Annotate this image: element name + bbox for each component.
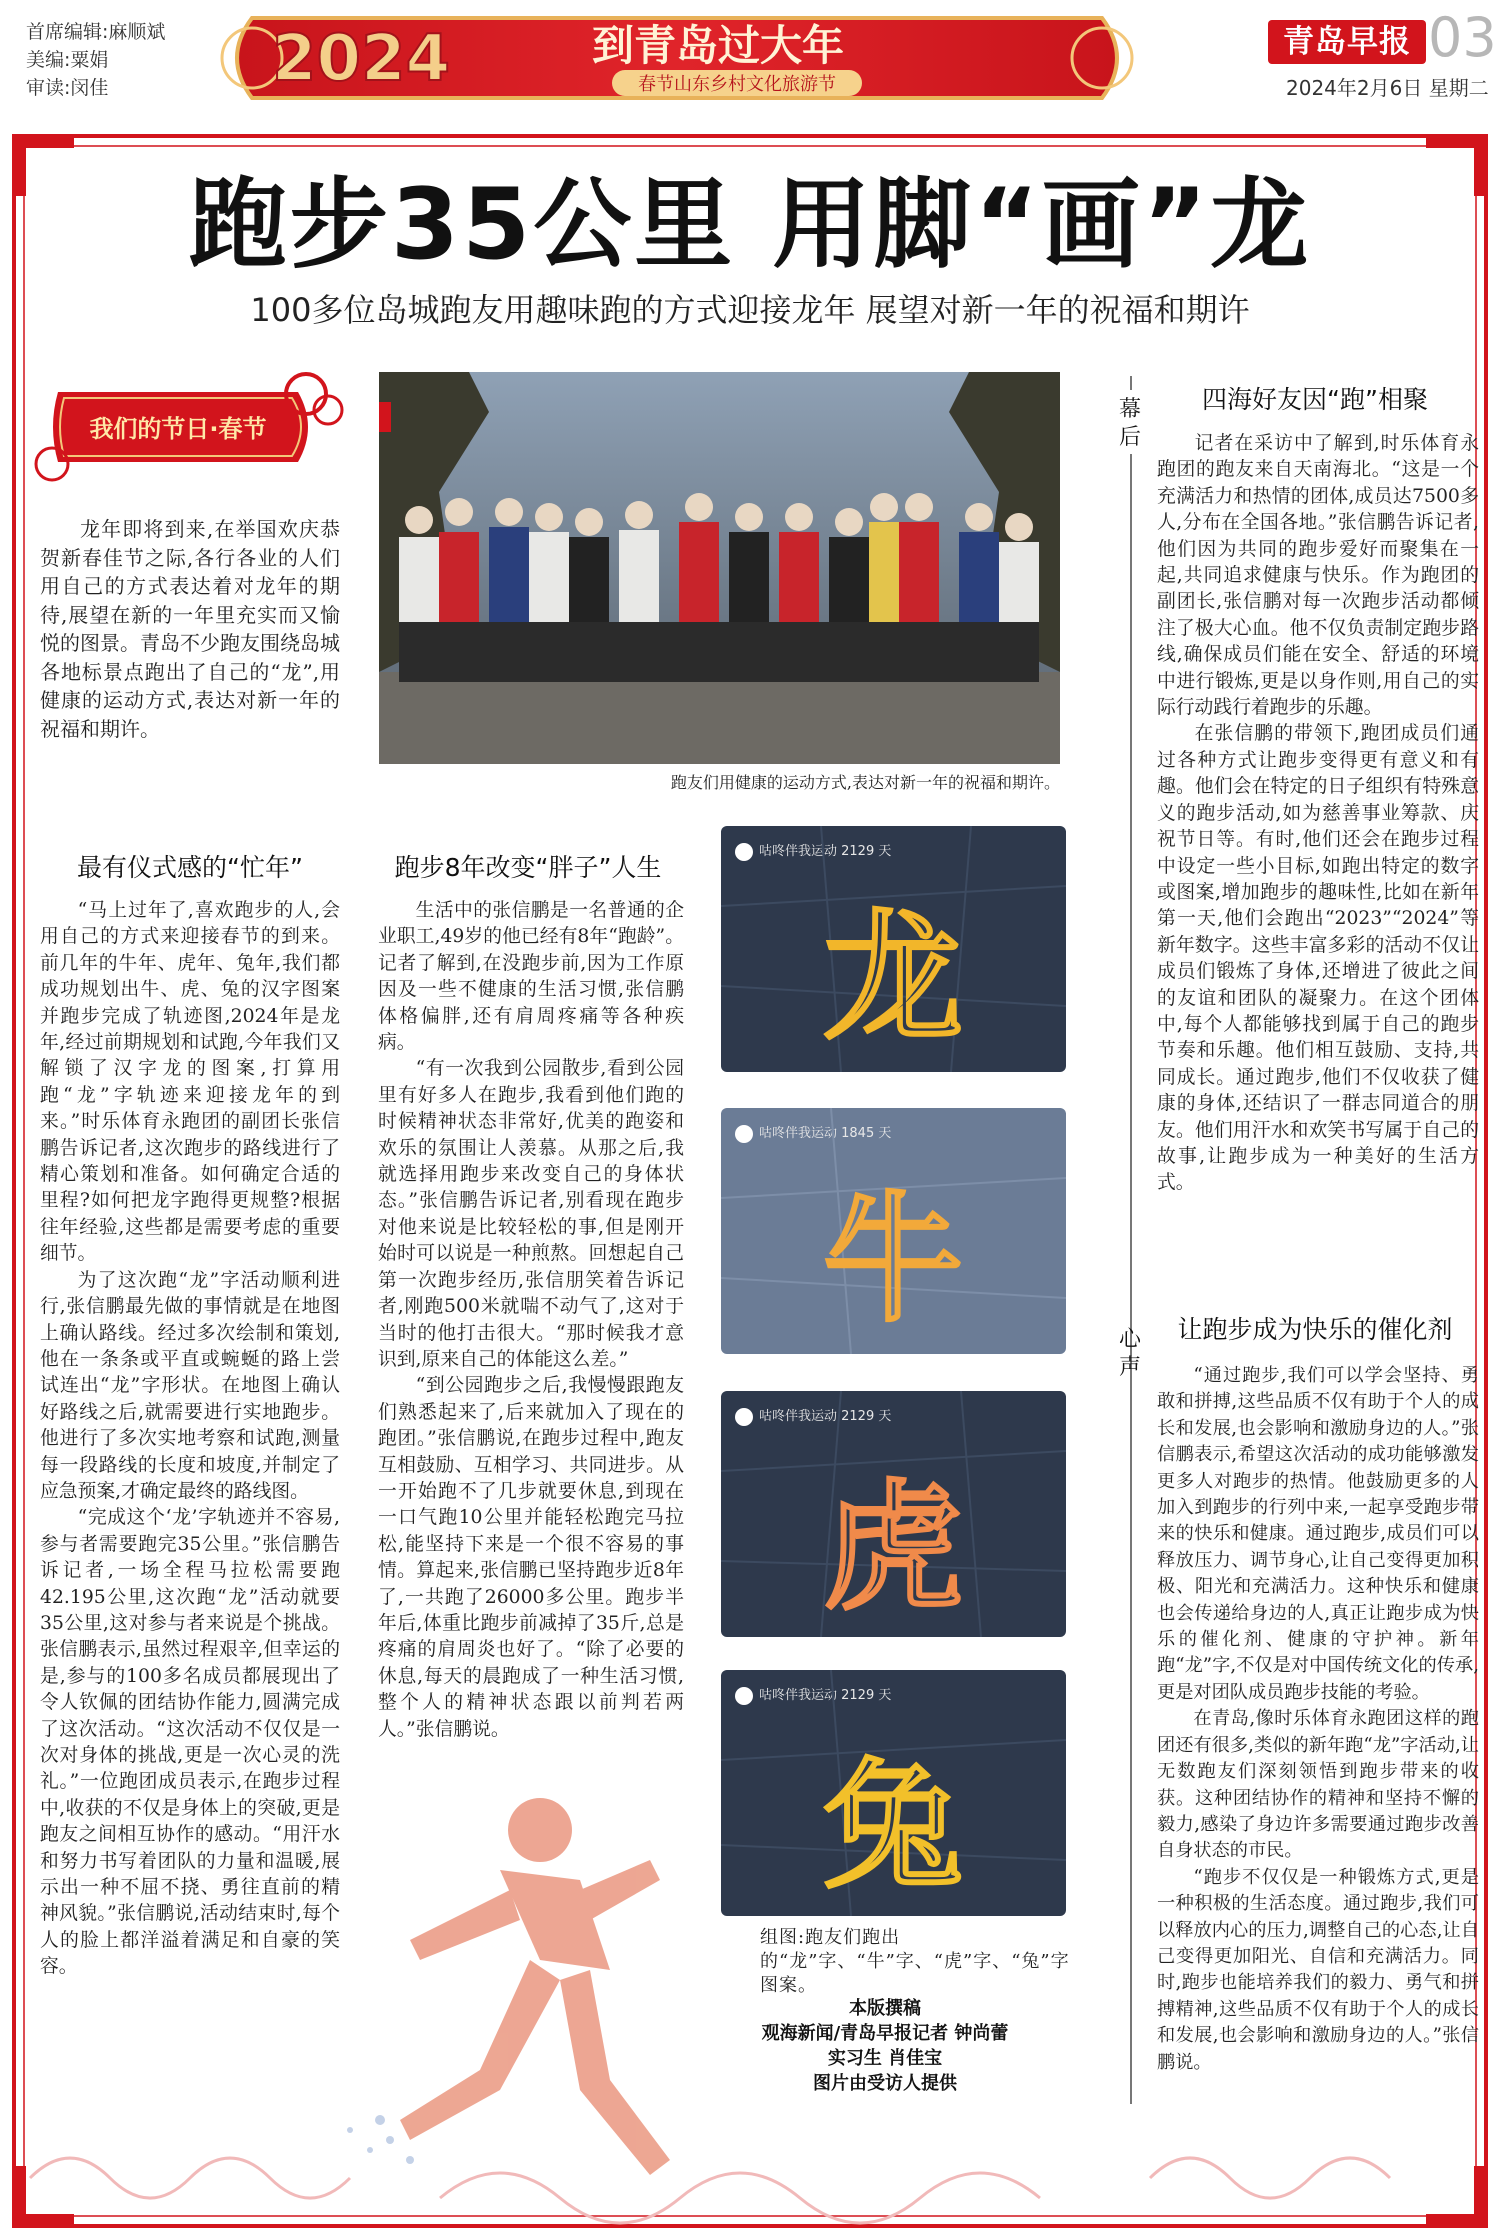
col2-body: 生活中的张信鹏是一名普通的企业职工,49岁的他已经有8年“跑龄”。记者了解到,在没跑步前,因为工作原因及一些不健康的生活习惯,张信鹏体格偏胖,还有肩周疼痛等各种疾病。 “有一次我到公园散步,看到公园里有好多人在跑步,我看到他们跑的时候精神状态非常好,优美的跑姿和欢乐的氛围让人羡慕。从那之后,我就选择用跑步来改变自己的身体状态。”张信鹏告诉记者,别看现在跑步对他来说是比较轻松的事,但是刚开始时可以说是一种煎熬。回想起自己第一次跑步经历,张信朋笑着告诉记者,刚跑500米就喘不动气了,这对于当时的他打击很大。“那时候我才意识到,原来自己的体能这么差。” “到公园跑步之后,我慢慢跟跑友们熟悉起来了,后来就加入了现在的跑团。”张信鹏说,在跑步过程中,跑友互相鼓励、互相学习、共同进步。从一开始跑不了几步就要休息,到现在一口气跑10公里并能轻松跑完马拉松,能坚持下来是一个很不容易的事情。算起来,张信鹏已坚持跑步近8年了,一共跑了26000多公里。跑步半年后,体重比跑步前减掉了35斤,总是疼痛的肩周炎也好了。“除了必要的休息,每天的晨跑成了一种生活习惯,整个人的精神状态跟以前判若两人。”张信鹏说。 xyxy=(378,900,684,1740)
lead-paragraph: 龙年即将到来,在举国欢庆恭贺新春佳节之际,各行各业的人们用自己的方式表达着对龙年的期待,展望在新的一年里充实而又愉悦的图景。青岛不少跑友围绕岛城各地标景点跑出了自己的“龙”,用健康的运动方式,表达对新一年的祝福和期许。 xyxy=(40,517,340,741)
run-map-card-rabbit: 咕咚伴我运动 2129 天 兔 xyxy=(721,1670,1066,1916)
photo-caption: 跑友们用健康的运动方式,表达对新一年的祝福和期许。 xyxy=(670,773,1060,792)
col4-body-2: “通过跑步,我们可以学会坚持、勇敢和拼搏,这些品质不仅有助于个人的成长和发展,也会影响和激励身边的人。”张信鹏表示,希望这次活动的成功能够激发更多人对跑步的热情。他鼓励更多的人加入到跑步的行列中来,一起享受跑步带来的快乐和健康。通过跑步,成员们可以释放压力、调节身心,让自己变得更加积极、阳光和充满活力。这种快乐和健康也会传递给身边的人,真正让跑步成为快乐的催化剂、健康的守护神。新年跑“龙”字,不仅是对中国传统文化的传承,更是对团队成员跑步技能的考验。 在青岛,像时乐体育永跑团这样的跑团还有很多,类似的新年跑“龙”字活动,让无数跑友们深刻领悟到跑步带来的收获。这种团结协作的精神和坚持不懈的毅力,感染了身边许多需要通过跑步改善自身状态的市民。 “跑步不仅仅是一种锻炼方式,更是一种积极的生活态度。通过跑步,我们可以释放内心的压力,调整自己的心态,让自己变得更加阳光、自信和充满活力。同时,跑步也能培养我们的毅力、勇气和拼搏精神,这些品质不仅有助于个人的成长和发展,也会影响和激励身边的人。”张信鹏说。 xyxy=(1157,1365,1479,2073)
runners-group-photo xyxy=(379,372,1060,764)
side-rule xyxy=(1130,1384,1132,2104)
traffic-light xyxy=(379,402,391,432)
festival-badge xyxy=(28,372,348,482)
group-photo-caption: 组图:跑友们跑出的“龙”字、“牛”字、“虎”字、“兔”字图案。 xyxy=(760,1927,1070,1996)
col4-body-1: 记者在采访中了解到,时乐体育永跑团的跑友来自天南海北。“这是一个充满活力和热情的团体,成员达7500多人,分布在全国各地。”张信鹏告诉记者,他们因为共同的跑步爱好而聚集在一起,共同追求健康与快乐。作为跑团的副团长,张信鹏对每一次跑步活动都倾注了极大心血。他不仅负责制定跑步路线,确保成员们能在安全、舒适的环境中进行锻炼,更是以身作则,用自己的实际行动践行着跑步的乐趣。 在张信鹏的带领下,跑团成员们通过各种方式让跑步变得更有意义和有趣。他们会在特定的日子组织有特殊意义的跑步活动,如为慈善事业筹款、庆祝节日等。有时,他们还会在跑步过程中设定一些小目标,如跑出特定的数字或图案,增加跑步的趣味性,比如在新年第一天,他们会跑出“2023”“2024”等新年数字。这些丰富多彩的活动不仅让成员们锻炼了身体,还增进了彼此之间的友谊和团队的凝聚力。在这个团体中,每个人都能够找到属于自己的跑步节奏和乐趣。他们相互鼓励、支持,共同成长。通过跑步,他们不仅收获了健康的身体,还结识了一群志同道合的朋友。他们用汗水和欢笑书写属于自己的故事,让跑步成为一种美好的生活方式。 xyxy=(1157,433,1479,1194)
banner-subtitle: 春节山东乡村文化旅游节 xyxy=(638,74,836,95)
credit-proofreader: 审读:闵佳 xyxy=(26,77,109,99)
credit-chief-editor: 首席编辑:麻顺斌 xyxy=(26,21,166,43)
side-label-voices: 心声 xyxy=(1118,1327,1141,1380)
col2-title: 跑步8年改变“胖子”人生 xyxy=(394,853,662,882)
side-label-behind-scenes: 幕后 xyxy=(1118,397,1141,450)
issue-date: 2024年2月6日 星期二 xyxy=(1286,76,1489,100)
festival-banner xyxy=(212,8,1142,108)
headline: 跑步35公里 用脚“画”龙 xyxy=(188,168,1312,282)
editor-credits xyxy=(26,18,165,102)
subheadline: 100多位岛城跑友用趣味跑的方式迎接龙年 展望对新一年的祝福和期许 xyxy=(250,291,1250,329)
route-char: 牛 xyxy=(822,1179,964,1342)
banner-title: 到青岛过大年 xyxy=(592,21,845,70)
run-map-card-dragon: 咕咚伴我运动 2129 天 龙 xyxy=(721,826,1066,1072)
newspaper-logo: 青岛早报 xyxy=(1268,20,1426,64)
run-map-card-tiger: 咕咚伴我运动 2129 天 虎 xyxy=(721,1391,1066,1637)
route-char: 兔 xyxy=(822,1746,964,1909)
badge-label: 我们的节日·春节 xyxy=(89,415,267,443)
side-rule xyxy=(1130,1306,1132,1320)
route-char: 虎 xyxy=(822,1467,964,1630)
col1-title: 最有仪式感的“忙年” xyxy=(77,853,303,882)
side-rule xyxy=(1130,376,1132,390)
run-map-card-ox: 咕咚伴我运动 1845 天 牛 xyxy=(721,1108,1066,1354)
col1-body: “马上过年了,喜欢跑步的人,会用自己的方式来迎接春节的到来。前几年的牛年、虎年、兔年,我们都成功规划出牛、虎、兔的汉字图案并跑步完成了轨迹图,2024年是龙年,经过前期规划和试跑,今年我们又解锁了汉字龙的图案,打算用跑“龙”字轨迹来迎接龙年的到来。”时乐体育永跑团的副团长张信鹏告诉记者,这次跑步的路线进行了精心策划和准备。如何确定合适的里程?如何把龙字跑得更规整?根据往年经验,这些都是需要考虑的重要细节。 为了这次跑“龙”字活动顺利进行,张信鹏最先做的事情就是在地图上确认路线。经过多次绘制和策划,他在一条条或平直或蜿蜒的路上尝试连出“龙”字形状。在地图上确认好路线之后,就需要进行实地跑步。他进行了多次实地考察和试跑,测量每一段路线的长度和坡度,并制定了应急预案,才确定最终的路线图。 “完成这个‘龙’字轨迹并不容易,参与者需要跑完35公里。”张信鹏告诉记者,一场全程马拉松需要跑42.195公里,这次跑“龙”活动就要35公里,这对参与者来说是个挑战。张信鹏表示,虽然过程艰辛,但幸运的是,参与的100多名成员都展现出了令人钦佩的团结协作能力,圆满完成了这次活动。“这次活动不仅仅是一次对身体的挑战,更是一次心灵的洗礼。”一位跑团成员表示,在跑步过程中,收获的不仅是身体上的突破,更是跑友之间相互协作的感动。“用汗水和努力书写着团队的力量和温暖,展示出一种不屈不挠、勇往直前的精神风貌。”张信鹏说,活动结束时,每个人的脸上都洋溢着满足和自豪的笑容。 xyxy=(40,900,340,1978)
route-char: 龙 xyxy=(822,897,964,1060)
col4-title-1: 四海好友因“跑”相聚 xyxy=(1202,385,1428,414)
credit-art-editor: 美编:粟娟 xyxy=(26,49,109,71)
runner-silhouette-icon xyxy=(290,1790,670,2190)
col4-title-2: 让跑步成为快乐的催化剂 xyxy=(1177,1315,1453,1344)
page-number: 03 xyxy=(1428,6,1497,69)
byline: 本版撰稿 观海新闻/青岛早报记者 钟尚蕾 实习生 肖佳宝 图片由受访人提供 xyxy=(761,1998,1009,2094)
banner-year: 2024 xyxy=(272,22,451,96)
